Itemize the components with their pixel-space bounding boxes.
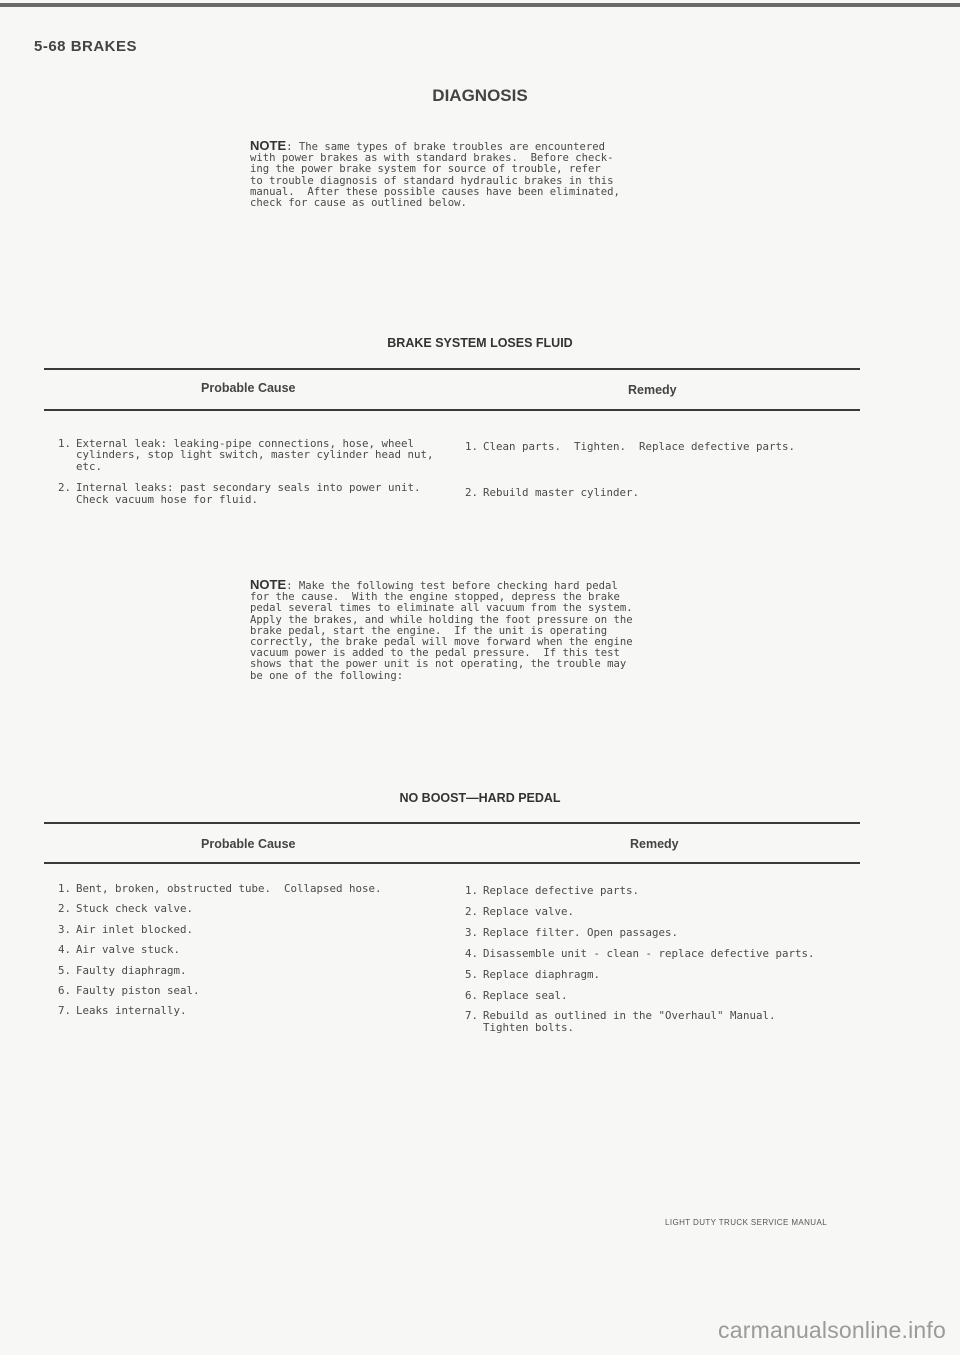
column-header-cause: Probable Cause bbox=[201, 837, 296, 851]
note-label: NOTE bbox=[250, 577, 287, 592]
list-item: 2. Stuck check valve. bbox=[58, 902, 194, 916]
list-item: 5. Faulty diaphragm. bbox=[58, 963, 187, 977]
list-item: 1. Clean parts. Tighten. Replace defective parts. bbox=[465, 440, 796, 453]
top-border-rule bbox=[0, 3, 960, 7]
intro-note-line-3: ing the power brake system for source of trouble, refer bbox=[250, 163, 601, 176]
section-title-no-boost: NO BOOST—HARD PEDAL bbox=[399, 791, 561, 805]
list-item: 3. Replace filter. Open passages. bbox=[465, 925, 679, 939]
note-label: NOTE bbox=[250, 138, 287, 153]
list-item: 1. Bent, broken, obstructed tube. Collapsed hose. bbox=[58, 882, 382, 895]
intro-note-line-5: manual. After these possible causes have been eliminated, bbox=[250, 185, 620, 198]
remedy-list bbox=[465, 441, 795, 499]
list-item: 6. Replace seal. bbox=[465, 988, 568, 1002]
list-item: 5. Replace diaphragm. bbox=[465, 967, 601, 981]
list-item: 3. Air inlet blocked. bbox=[58, 922, 194, 936]
list-item: 2. Rebuild master cylinder. bbox=[465, 486, 640, 500]
intro-note-line-4: to trouble diagnosis of standard hydraulic brakes in this bbox=[250, 174, 614, 187]
page-title: DIAGNOSIS bbox=[432, 86, 528, 105]
column-header-cause: Probable Cause bbox=[201, 381, 296, 395]
footer-manual-name: LIGHT DUTY TRUCK SERVICE MANUAL bbox=[665, 1218, 828, 1227]
list-item: 6. Faulty piston seal. bbox=[58, 984, 200, 998]
intro-note bbox=[250, 140, 670, 209]
intro-note-line-2: with power brakes as with standard brakes. Before check- bbox=[250, 152, 614, 165]
page-header: 5-68 BRAKES bbox=[34, 38, 138, 55]
list-item: 1. External leak: leaking-pipe connections, hose, wheel cylinders, stop light switch, master cylinder head nut, etc. bbox=[58, 437, 434, 473]
test-note-line-8: shows that the power unit is not operating, the trouble may bbox=[250, 658, 627, 671]
table-header-rule bbox=[44, 862, 860, 864]
list-item: 2. Replace valve. bbox=[465, 904, 575, 918]
test-note-line-3: pedal several times to eliminate all vacuum from the system. bbox=[250, 602, 633, 615]
test-note-line-6: correctly, the brake pedal will move forward when the engine bbox=[250, 636, 633, 649]
watermark-link[interactable]: carmanualsonline.info bbox=[718, 1317, 946, 1343]
intro-note-line-6: check for cause as outlined below. bbox=[250, 197, 467, 210]
section-title-loses-fluid: BRAKE SYSTEM LOSES FLUID bbox=[387, 336, 573, 350]
table-header-rule bbox=[44, 409, 860, 411]
cause-list bbox=[58, 438, 434, 505]
test-note-line-5: brake pedal, start the engine. If the unit is operating bbox=[250, 624, 608, 637]
column-header-remedy: Remedy bbox=[628, 383, 677, 397]
list-item: 4. Disassemble unit - clean - replace defective parts. bbox=[465, 946, 815, 960]
list-item: 7. Leaks internally. bbox=[58, 1004, 187, 1018]
test-note-line-9: be one of the following: bbox=[250, 669, 404, 682]
intro-note-line-1: NOTE: The same types of brake troubles are encountered bbox=[250, 138, 606, 153]
test-note bbox=[250, 579, 690, 682]
list-item: 2. Internal leaks: past secondary seals into power unit. Check vacuum hose for fluid. bbox=[58, 481, 421, 506]
remedy-list bbox=[465, 885, 815, 1033]
list-item: 4. Air valve stuck. bbox=[58, 943, 181, 957]
table-top-rule bbox=[44, 368, 860, 370]
cause-list bbox=[58, 883, 382, 1017]
test-note-line-1: NOTE: Make the following test before checking hard pedal bbox=[250, 577, 618, 592]
table-top-rule bbox=[44, 822, 860, 824]
list-item: 1. Replace defective parts. bbox=[465, 884, 640, 897]
test-note-line-4: Apply the brakes, and while holding the foot pressure on the bbox=[250, 613, 633, 626]
list-item: 7. Rebuild as outlined in the "Overhaul" Manual. Tighten bolts. bbox=[465, 1009, 776, 1034]
test-note-line-7: vacuum power is added to the pedal pressure. If this test bbox=[250, 647, 620, 660]
test-note-line-2: for the cause. With the engine stopped, depress the brake bbox=[250, 591, 620, 604]
column-header-remedy: Remedy bbox=[630, 837, 679, 851]
